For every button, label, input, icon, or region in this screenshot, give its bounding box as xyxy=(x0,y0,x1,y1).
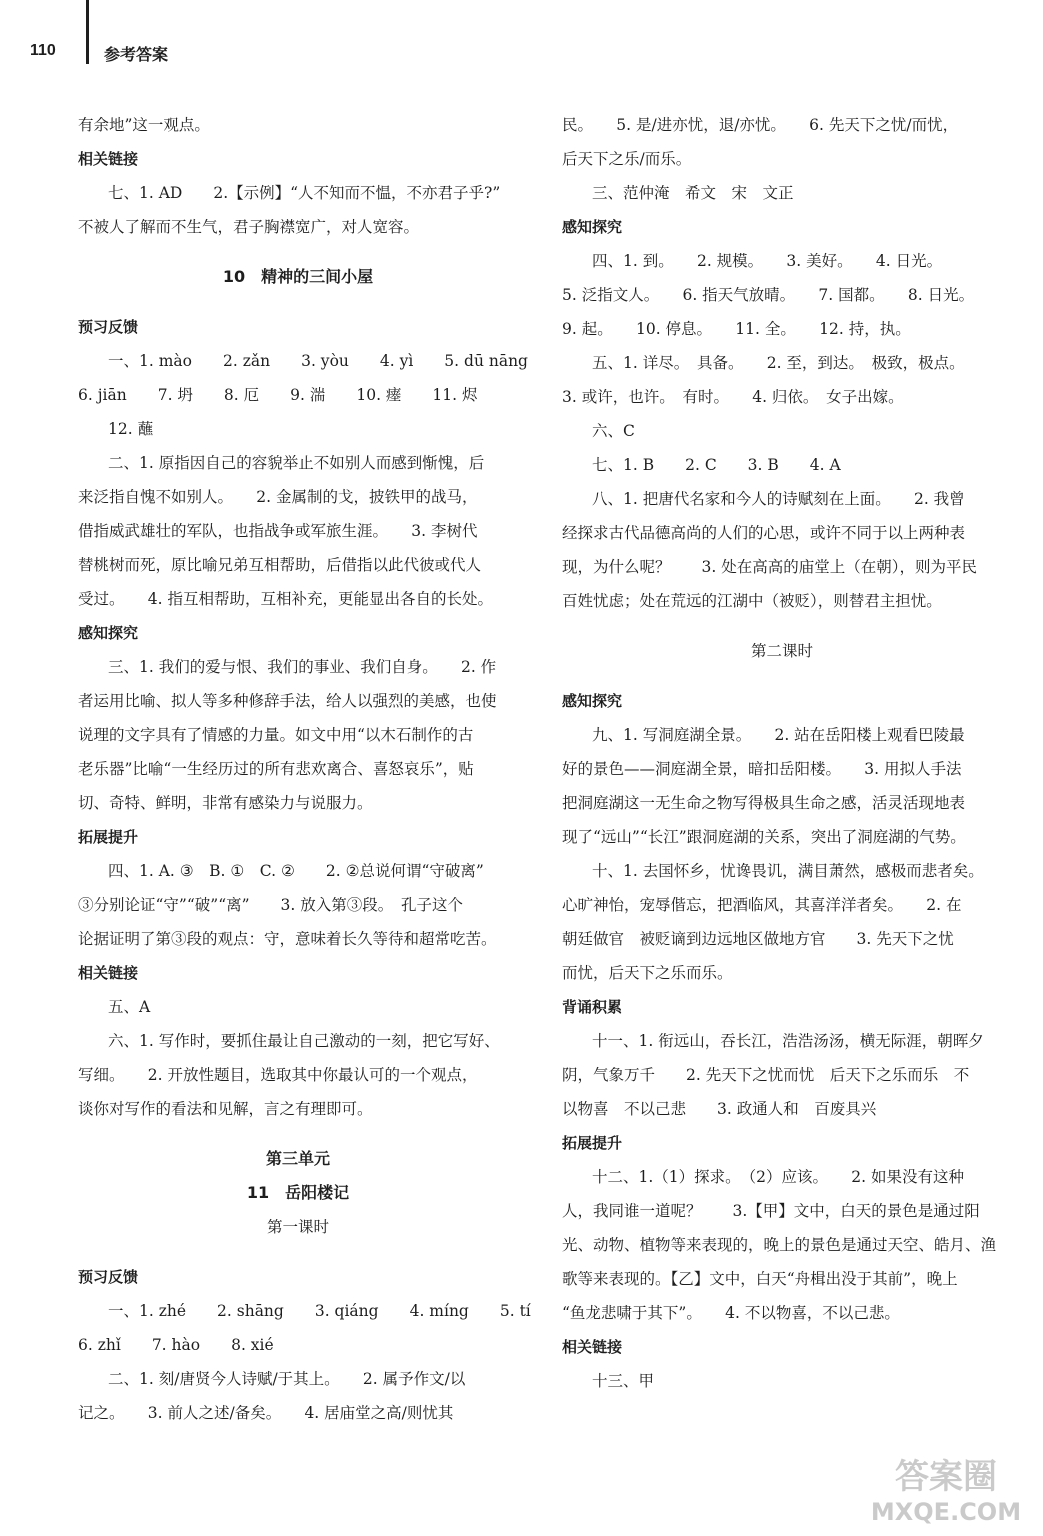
page-header-title: 参考答案 xyxy=(104,45,169,64)
answer-line: 好的景色——洞庭湖全景，暗扣岳阳楼。 3. 用拟人手法 xyxy=(562,760,962,778)
answer-line: 民。 5. 是/进亦忧，退/亦忧。 6. 先天下之忧/而忧， xyxy=(562,116,959,134)
answer-line: 二、1. 刻/唐贤今人诗赋/于其上。 2. 属予作文/以 xyxy=(108,1370,466,1388)
watermark-line2: MXQE.COM xyxy=(870,1498,1022,1526)
answer-line: 而忧，后天下之乐而乐。 xyxy=(562,964,733,982)
watermark-line1: 答案圈 xyxy=(895,1457,997,1497)
answer-line: 6. zhǐ 7. hào 8. xié xyxy=(78,1336,274,1354)
answer-line: 十二、1.（1）探求。 （2）应该。 2. 如果没有这种 xyxy=(592,1168,964,1186)
lesson-title: 11 岳阳楼记 xyxy=(246,1183,350,1202)
left-column xyxy=(78,108,531,1430)
answer-line: “鱼龙悲啸于其下”。 4. 不以物喜，不以己悲。 xyxy=(562,1304,900,1322)
answer-line: ③分别论证“守”“破”“离” 3. 放入第③段。 孔子这个 xyxy=(78,896,464,914)
spacer xyxy=(78,294,518,310)
answer-line: 阴，气象万千 2. 先天下之忧而忧 后天下之乐而乐 不 xyxy=(562,1066,970,1084)
answer-line: 以物喜 不以己悲 3. 政通人和 百废具兴 xyxy=(562,1100,877,1118)
section-heading: 感知探究 xyxy=(78,624,139,642)
spacer xyxy=(78,1126,518,1142)
answer-line: 九、1. 写洞庭湖全景。 2. 站在岳阳楼上观看巴陵最 xyxy=(592,726,965,744)
answer-line: 论据证明了第③段的观点：守，意味着长久等待和超常吃苦。 xyxy=(78,930,497,948)
watermark-logo xyxy=(862,1448,1030,1526)
answer-line: 四、1. A. ③ B. ① C. ② 2. ②总说何谓“守破离” xyxy=(108,862,484,880)
section-heading: 相关链接 xyxy=(78,150,139,168)
answer-line: 光、动物、植物等来表现的，晚上的景色是通过天空、皓月、渔 xyxy=(562,1236,997,1254)
answer-line: 者运用比喻、拟人等多种修辞手法，给人以强烈的美感，也使 xyxy=(78,692,497,710)
section-heading: 拓展提升 xyxy=(562,1134,623,1152)
answer-line: 把洞庭湖这一无生命之物写得极具生命之感，活灵活现地表 xyxy=(562,794,966,812)
section-heading: 预习反馈 xyxy=(78,318,139,336)
section-heading: 背诵积累 xyxy=(562,998,623,1016)
answer-line: 八、1. 把唐代名家和今人的诗赋刻在上面。 2. 我曾 xyxy=(592,490,965,508)
spacer xyxy=(562,618,1002,634)
answer-line: 替桃树而死，原比喻兄弟互相帮助，后借指以此代彼或代人 xyxy=(78,556,482,574)
answer-line: 后天下之乐/而乐。 xyxy=(562,150,692,168)
lesson-subtitle: 第二课时 xyxy=(750,642,813,660)
answer-line: 5. 泛指文人。 6. 指天气放晴。 7. 国都。 8. 日光。 xyxy=(562,286,975,304)
spacer xyxy=(562,668,1002,684)
answer-line: 写细。 2. 开放性题目，选取其中你最认可的一个观点， xyxy=(78,1066,478,1084)
section-heading: 相关链接 xyxy=(78,964,139,982)
answer-line: 经探求古代品德高尚的人们的心思，或许不同于以上两种表 xyxy=(562,524,966,542)
answer-line: 五、1. 详尽。 具备。 2. 至，到达。 极致，极点。 xyxy=(592,354,965,372)
section-heading: 预习反馈 xyxy=(78,1268,139,1286)
answer-line: 现，为什么呢？ 3. 处在高高的庙堂上（在朝），则为平民 xyxy=(562,558,977,576)
spacer xyxy=(78,1244,518,1260)
answer-line: 借指威武雄壮的军队，也指战争或军旅生涯。 3. 李树代 xyxy=(78,522,478,540)
answer-line: 12. 蘸 xyxy=(108,420,154,438)
lesson-title: 10 精神的三间小屋 xyxy=(222,267,374,286)
section-heading: 拓展提升 xyxy=(78,828,139,846)
answer-line: 一、1. zhé 2. shāng 3. qiáng 4. míng 5. tí xyxy=(108,1302,531,1320)
answer-line: 十一、1. 衔远山，吞长江，浩浩汤汤，横无际涯，朝晖夕 xyxy=(592,1032,984,1050)
answer-line: 切、奇特、鲜明，非常有感染力与说服力。 xyxy=(78,794,373,812)
answer-line: 六、1. 写作时，要抓住最让自己激动的一刻，把它写好、 xyxy=(108,1032,500,1050)
answer-line: 心旷神怡，宠辱偕忘，把酒临风，其喜洋洋者矣。 2. 在 xyxy=(562,896,962,914)
answer-line: 朝廷做官 被贬谪到边远地区做地方官 3. 先天下之忧 xyxy=(562,930,954,948)
right-column xyxy=(562,108,1002,1398)
page-number: 110 xyxy=(30,42,56,59)
answer-line: 百姓忧虑；处在荒远的江湖中（被贬），则替君主担忧。 xyxy=(562,592,942,610)
answer-line: 二、1. 原指因自己的容貌举止不如别人而感到惭愧，后 xyxy=(108,454,485,472)
answer-line: 老乐器”比喻“一生经历过的所有悲欢离合、喜怒哀乐”，贴 xyxy=(78,760,474,778)
answer-line: 十、1. 去国怀乡，忧谗畏讥，满目萧然，感极而悲者矣。 xyxy=(592,862,984,880)
answer-line: 来泛指自愧不如别人。 2. 金属制的戈，披铁甲的战马， xyxy=(78,488,478,506)
answer-line: 五、A xyxy=(108,998,151,1016)
lesson-title: 第三单元 xyxy=(265,1149,330,1168)
spacer xyxy=(78,244,518,260)
answer-line: 说理的文字具有了情感的力量。如文中用“以木石制作的古 xyxy=(78,726,474,744)
answer-line: 一、1. mào 2. zǎn 3. yòu 4. yì 5. dū nāng xyxy=(108,352,528,370)
section-heading: 感知探究 xyxy=(562,218,623,236)
answer-line: 3. 或许，也许。 有时。 4. 归依。 女子出嫁。 xyxy=(562,388,904,406)
answer-line: 六、C xyxy=(592,422,635,440)
lesson-subtitle: 第一课时 xyxy=(266,1218,329,1236)
answer-line: 人，我同谁一道呢？ 3.【甲】文中，白天的景色是通过阳 xyxy=(562,1202,980,1220)
answer-line: 9. 起。 10. 停息。 11. 全。 12. 持，执。 xyxy=(562,320,911,338)
header-divider xyxy=(86,0,89,64)
answer-line: 受过。 4. 指互相帮助，互相补充，更能显出各自的长处。 xyxy=(78,590,493,608)
section-heading: 感知探究 xyxy=(562,692,623,710)
answer-line: 谈你对写作的看法和见解，言之有理即可。 xyxy=(78,1100,373,1118)
answer-line: 四、1. 到。 2. 规模。 3. 美好。 4. 日光。 xyxy=(592,252,943,270)
answer-line: 现了“远山”“长江”跟洞庭湖的关系，突出了洞庭湖的气势。 xyxy=(562,828,966,846)
section-heading: 相关链接 xyxy=(562,1338,623,1356)
answer-line: 七、1. B 2. C 3. B 4. A xyxy=(592,456,841,474)
answer-line: 有余地”这一观点。 xyxy=(78,116,210,134)
answer-line: 不被人了解而不生气，君子胸襟宽广，对人宽容。 xyxy=(78,218,420,236)
answer-line: 6. jiān 7. 坍 8. 厄 9. 湍 10. 瘗 11. 烬 xyxy=(78,386,478,404)
answer-line: 三、1. 我们的爱与恨、我们的事业、我们自身。 2. 作 xyxy=(108,658,497,676)
answer-line: 十三、甲 xyxy=(592,1372,655,1390)
answer-line: 歌等来表现的。【乙】文中，白天“舟楫出没于其前”，晚上 xyxy=(562,1270,958,1288)
answer-line: 记之。 3. 前人之述/备矣。 4. 居庙堂之高/则忧其 xyxy=(78,1404,454,1422)
answer-line: 七、1. AD 2.【示例】“人不知而不愠，不亦君子乎?” xyxy=(108,184,501,202)
answer-line: 三、范仲淹 希文 宋 文正 xyxy=(592,184,794,202)
